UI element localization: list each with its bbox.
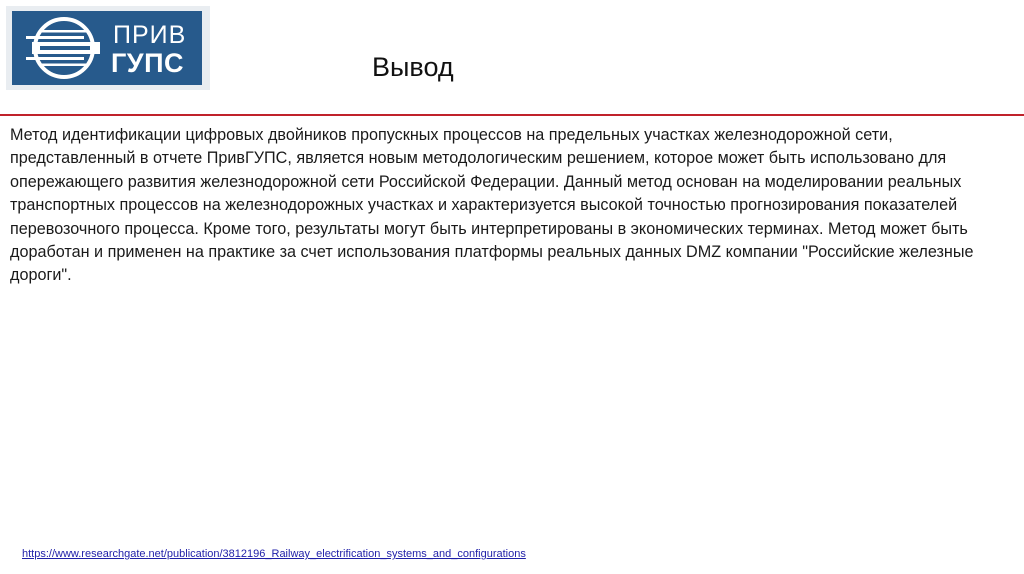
logo (6, 6, 210, 90)
source-link[interactable]: https://www.researchgate.net/publication/3812196_Railway_electrification_systems_and_configurations (22, 548, 526, 560)
logo-text-top: ПРИВ (113, 21, 187, 49)
logo-text-bottom: ГУПС (111, 48, 185, 78)
conclusion-paragraph: Метод идентификации цифровых двойников пропускных процессов на предельных участках железнодорожной сети, представленный в отчете ПривГУПС, является новым методологическим решением, которое может быть использовано для опережающего развития железнодорожной сети Российской Федерации. Данный метод основан на моделировании реальных транспортных процессов на железнодорожных участках и характеризуется высокой точностью прогнозирования показателей перевозочного процесса. Кроме того, результаты могут быть интерпретированы в экономических терминах. Метод может быть доработан и применен на практике за счет использования платформы реальных данных DMZ компании "Российские железные дороги". (10, 126, 974, 285)
title-divider (0, 114, 1024, 116)
slide-title: Вывод (372, 52, 454, 82)
logo-badge (12, 11, 202, 85)
